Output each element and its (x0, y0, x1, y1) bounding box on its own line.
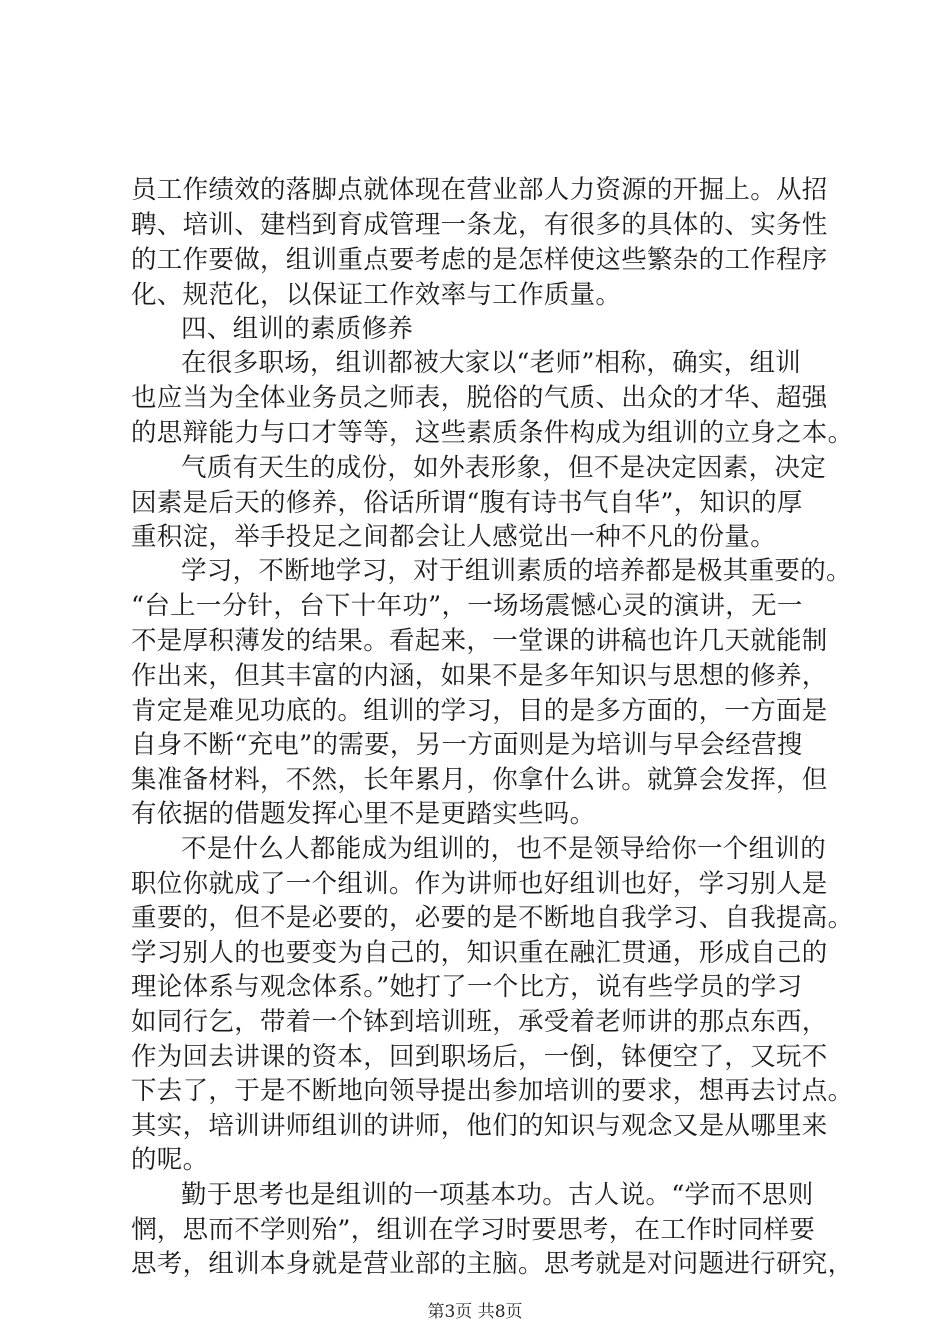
text-line: 有依据的借题发挥心里不是更踏实些吗。 (131, 799, 596, 829)
text-line: 学习，不断地学习，对于组训素质的培养都是极其重要的。 (181, 556, 852, 586)
text-line: 气质有天生的成份，如外表形象，但不是决定因素，决定 (181, 453, 827, 483)
text-line: 的工作要做，组训重点要考虑的是怎样使这些繁杂的工作程序 (131, 245, 828, 275)
text-line: 职位你就成了一个组训。作为讲师也好组训也好，学习别人是 (131, 869, 828, 899)
text-line: 作为回去讲课的资本，回到职场后，一倒，钵便空了，又玩不 (131, 1042, 828, 1072)
text-line: 惘，思而不学则殆”，组训在学习时要思考，在工作时同样要 (131, 1215, 816, 1245)
text-line: 思考，组训本身就是营业部的主脑。思考就是对问题进行研究， (131, 1249, 854, 1279)
text-line: 重积淀，举手投足之间都会让人感觉出一种不凡的份量。 (131, 522, 777, 552)
text-line: 下去了，于是不断地向领导提出参加培训的要求，想再去讨点。 (131, 1076, 854, 1106)
text-line: 在很多职场，组训都被大家以“老师”相称，确实，组训 (181, 348, 802, 378)
text-line: 不是什么人都能成为组训的，也不是领导给你一个组训的 (181, 834, 827, 864)
text-line: 重要的，但不是必要的，必要的是不断地自我学习、自我提高。 (131, 903, 854, 933)
text-line: 的思辩能力与口才等等，这些素质条件构成为组训的立身之本。 (131, 418, 854, 448)
text-line: 的呢。 (131, 1145, 209, 1175)
text-line: 作出来，但其丰富的内涵，如果不是多年知识与思想的修养， (131, 661, 828, 691)
text-line: “台上一分针，台下十年功”，一场场震憾心灵的演讲，无一 (131, 591, 803, 621)
text-line: 也应当为全体业务员之师表，脱俗的气质、出众的才华、超强 (131, 383, 828, 413)
text-line: 学习别人的也要变为自己的，知识重在融汇贯通，形成自己的 (131, 938, 828, 968)
text-line: 肯定是难见功底的。组训的学习，目的是多方面的，一方面是 (131, 696, 828, 726)
text-line: 集准备材料，不然，长年累月，你拿什么讲。就算会发挥，但 (131, 765, 828, 795)
text-line: 员工作绩效的落脚点就体现在营业部人力资源的开掘上。从招 (131, 175, 828, 205)
section-heading: 四、组训的素质修养 (181, 314, 414, 344)
text-line: 因素是后天的修养，俗话所谓“腹有诗书气自华”，知识的厚 (131, 488, 803, 518)
text-line: 其实，培训讲师组训的讲师，他们的知识与观念又是从哪里来 (131, 1111, 828, 1141)
text-line: 化、规范化，以保证工作效率与工作质量。 (131, 280, 622, 310)
text-line: 理论体系与观念体系。”她打了一个比方，说有些学员的学习 (131, 972, 803, 1002)
text-line: 自身不断“充电”的需要，另一方面则是为培训与早会经营搜 (131, 730, 803, 760)
text-line: 勤于思考也是组训的一项基本功。古人说。“学而不思则 (181, 1180, 814, 1210)
text-line: 如同行乞，带着一个钵到培训班，承受着老师讲的那点东西， (131, 1007, 828, 1037)
text-line: 聘、培训、建档到育成管理一条龙，有很多的具体的、实务性 (131, 210, 828, 240)
page-number-footer: 第3页 共8页 (427, 1302, 523, 1322)
text-line: 不是厚积薄发的结果。看起来，一堂课的讲稿也许几天就能制 (131, 626, 828, 656)
